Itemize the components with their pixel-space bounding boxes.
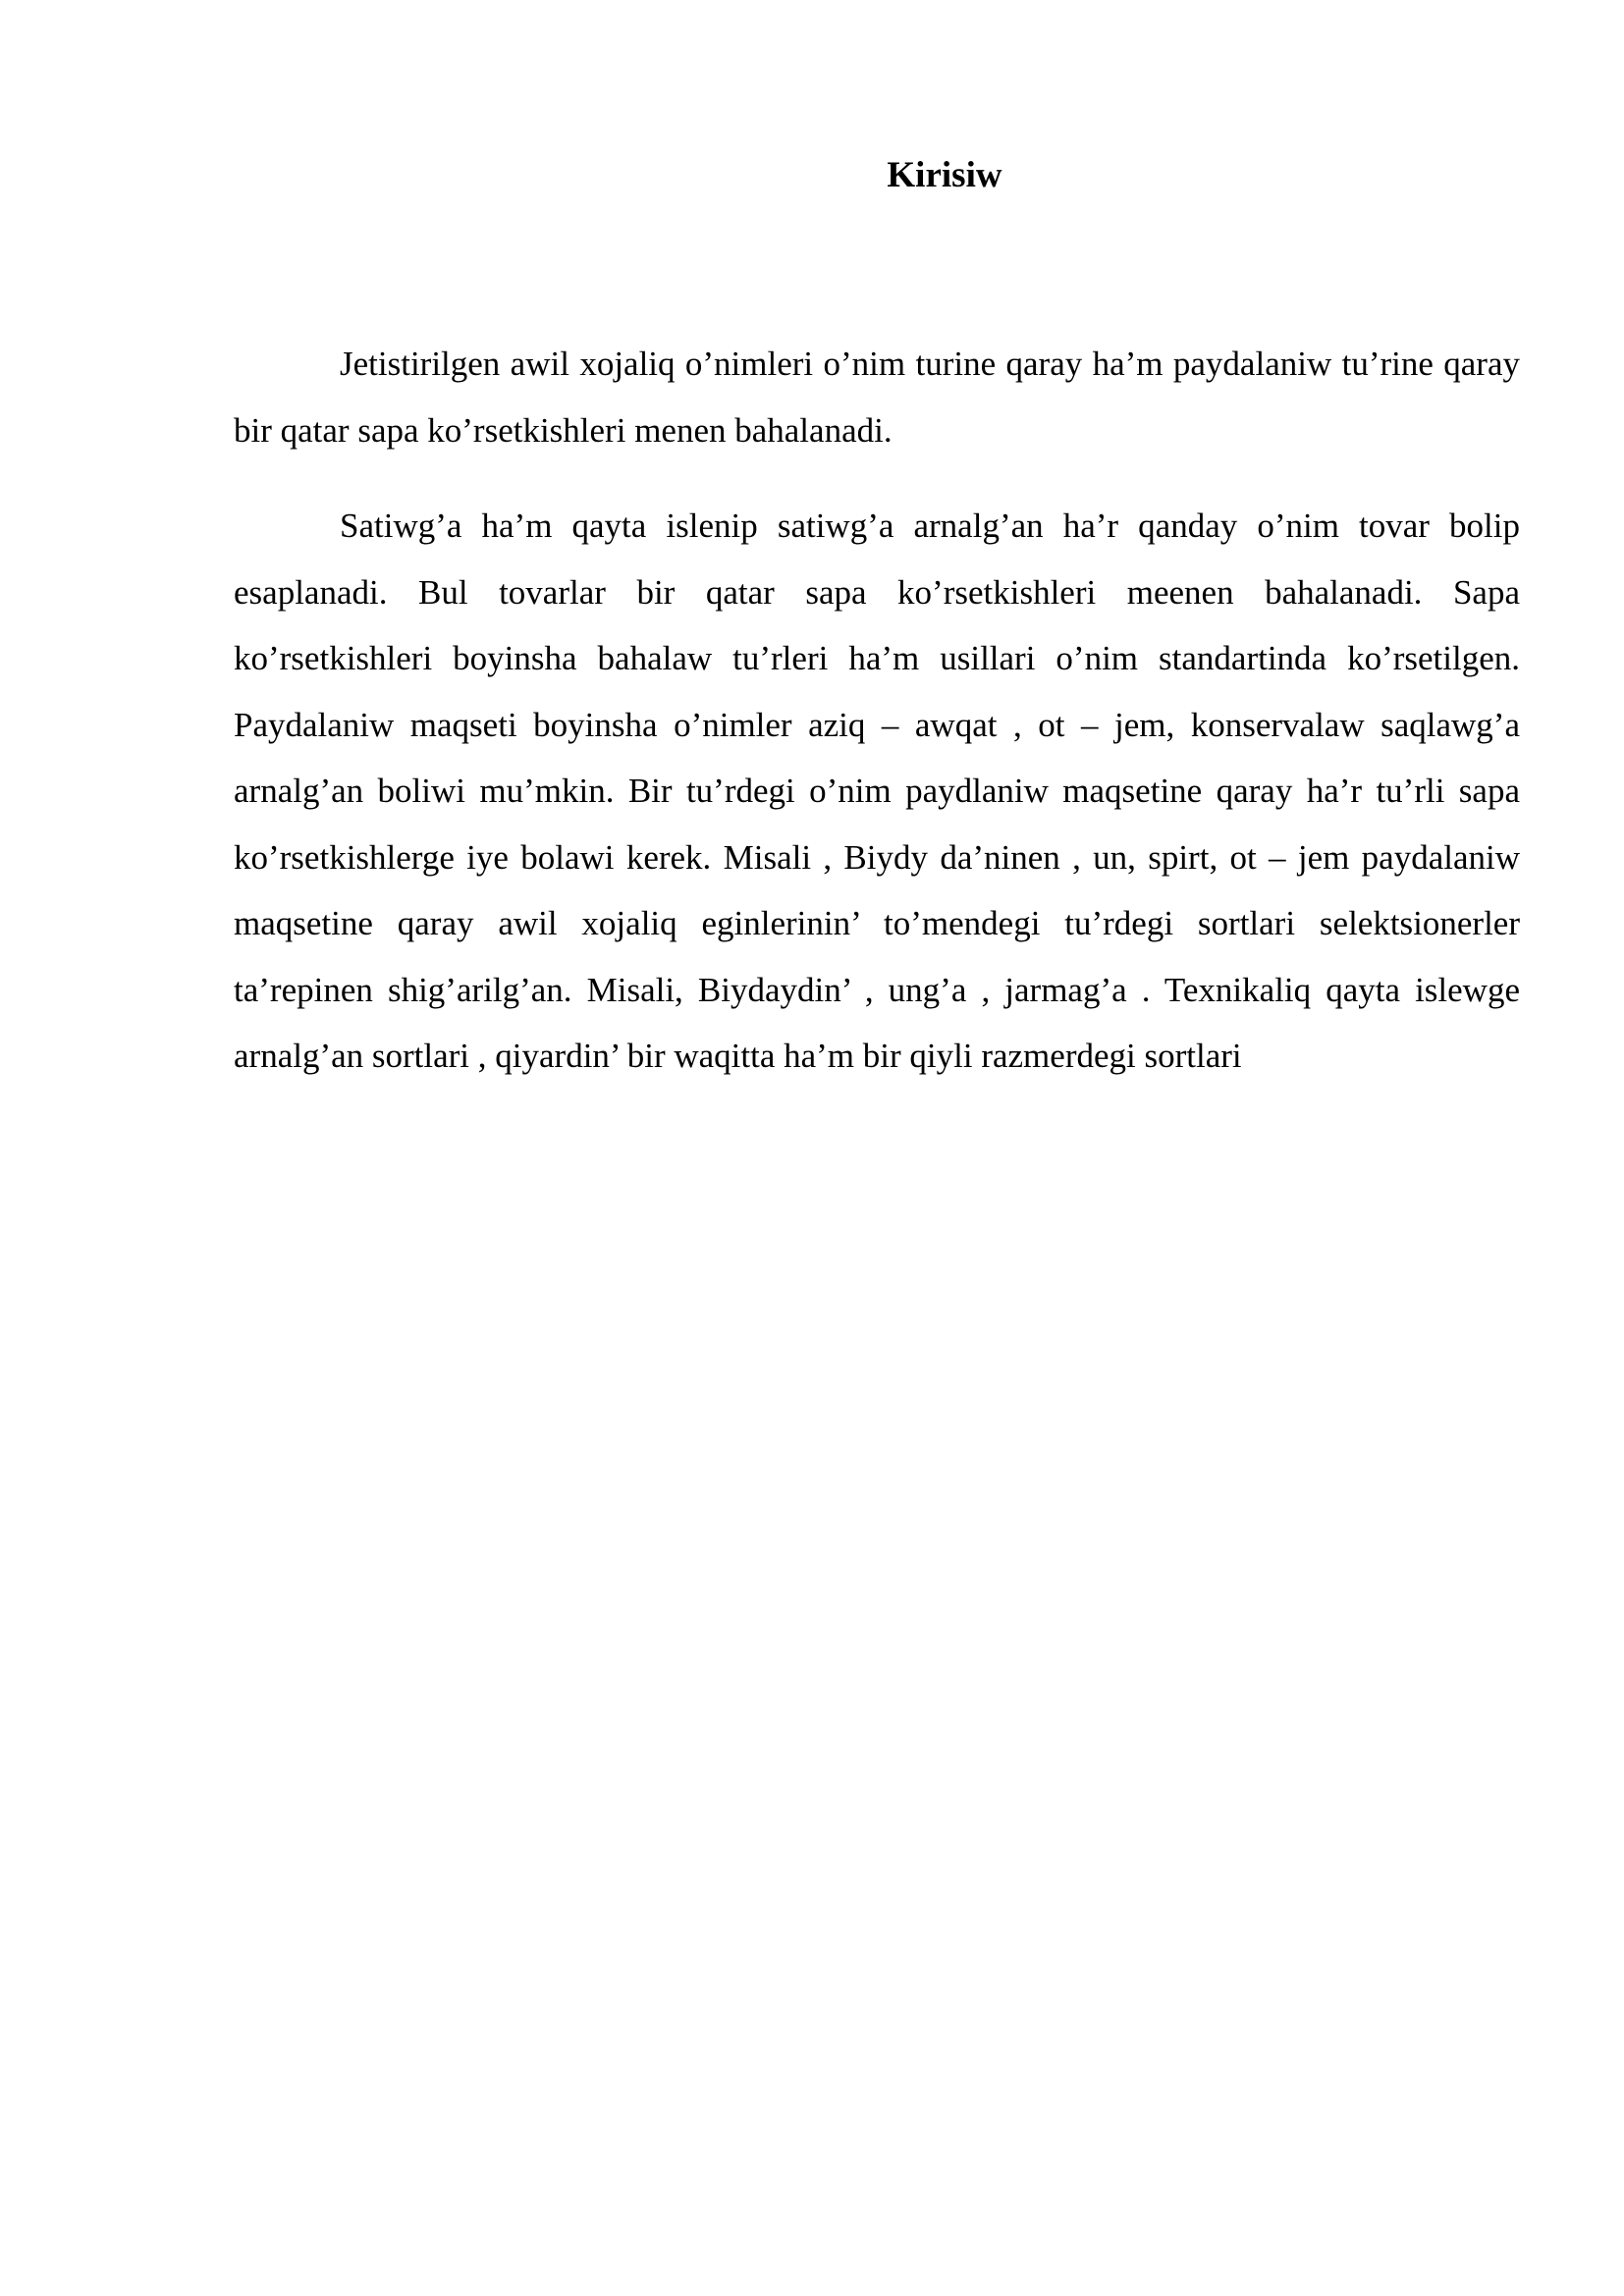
page-title: Kirisiw xyxy=(887,155,1002,195)
paragraph-2: Satiwg’a ha’m qayta islenip satiwg’a arnalg’an ha’r qanday o’nim tovar bolip esaplanadi. Bul tovarlar bir qatar sapa ko’rsetkishleri meenen bahalanadi. Sapa ko’rsetkishleri boyinsha bahalaw tu’rleri ha’m usillari o’nim standartinda ko’rsetilgen. Paydalaniw maqseti boyinsha o’nimler aziq – awqat , ot – jem, konservalaw saqlawg’a arnalg’an boliwi mu’mkin. Bir tu’rdegi o’nim paydlaniw maqsetine qaray ha’r tu’rli sapa ko’rsetkishlerge iye bolawi kerek. Misali , Biydy da’ninen , un, spirt, ot – jem paydalaniw maqsetine qaray awil xojaliq eginlerinin’ to’mendegi tu’rdegi sortlari selektsionerler ta’repinen shig’arilg’an. Misali, Biydaydin’ , ung’a , jarmag’a . Texnikaliq qayta islewge arnalg’an sortlari , qiyardin’ bir waqitta ha’m bir qiyli razmerdegi sortlari xyxy=(234,507,1520,1075)
paragraph-1: Jetistirilgen awil xojaliq o’nimleri o’nim turine qaray ha’m paydalaniw tu’rine qaray bir qatar sapa ko’rsetkishleri menen bahalanadi. xyxy=(234,345,1520,450)
